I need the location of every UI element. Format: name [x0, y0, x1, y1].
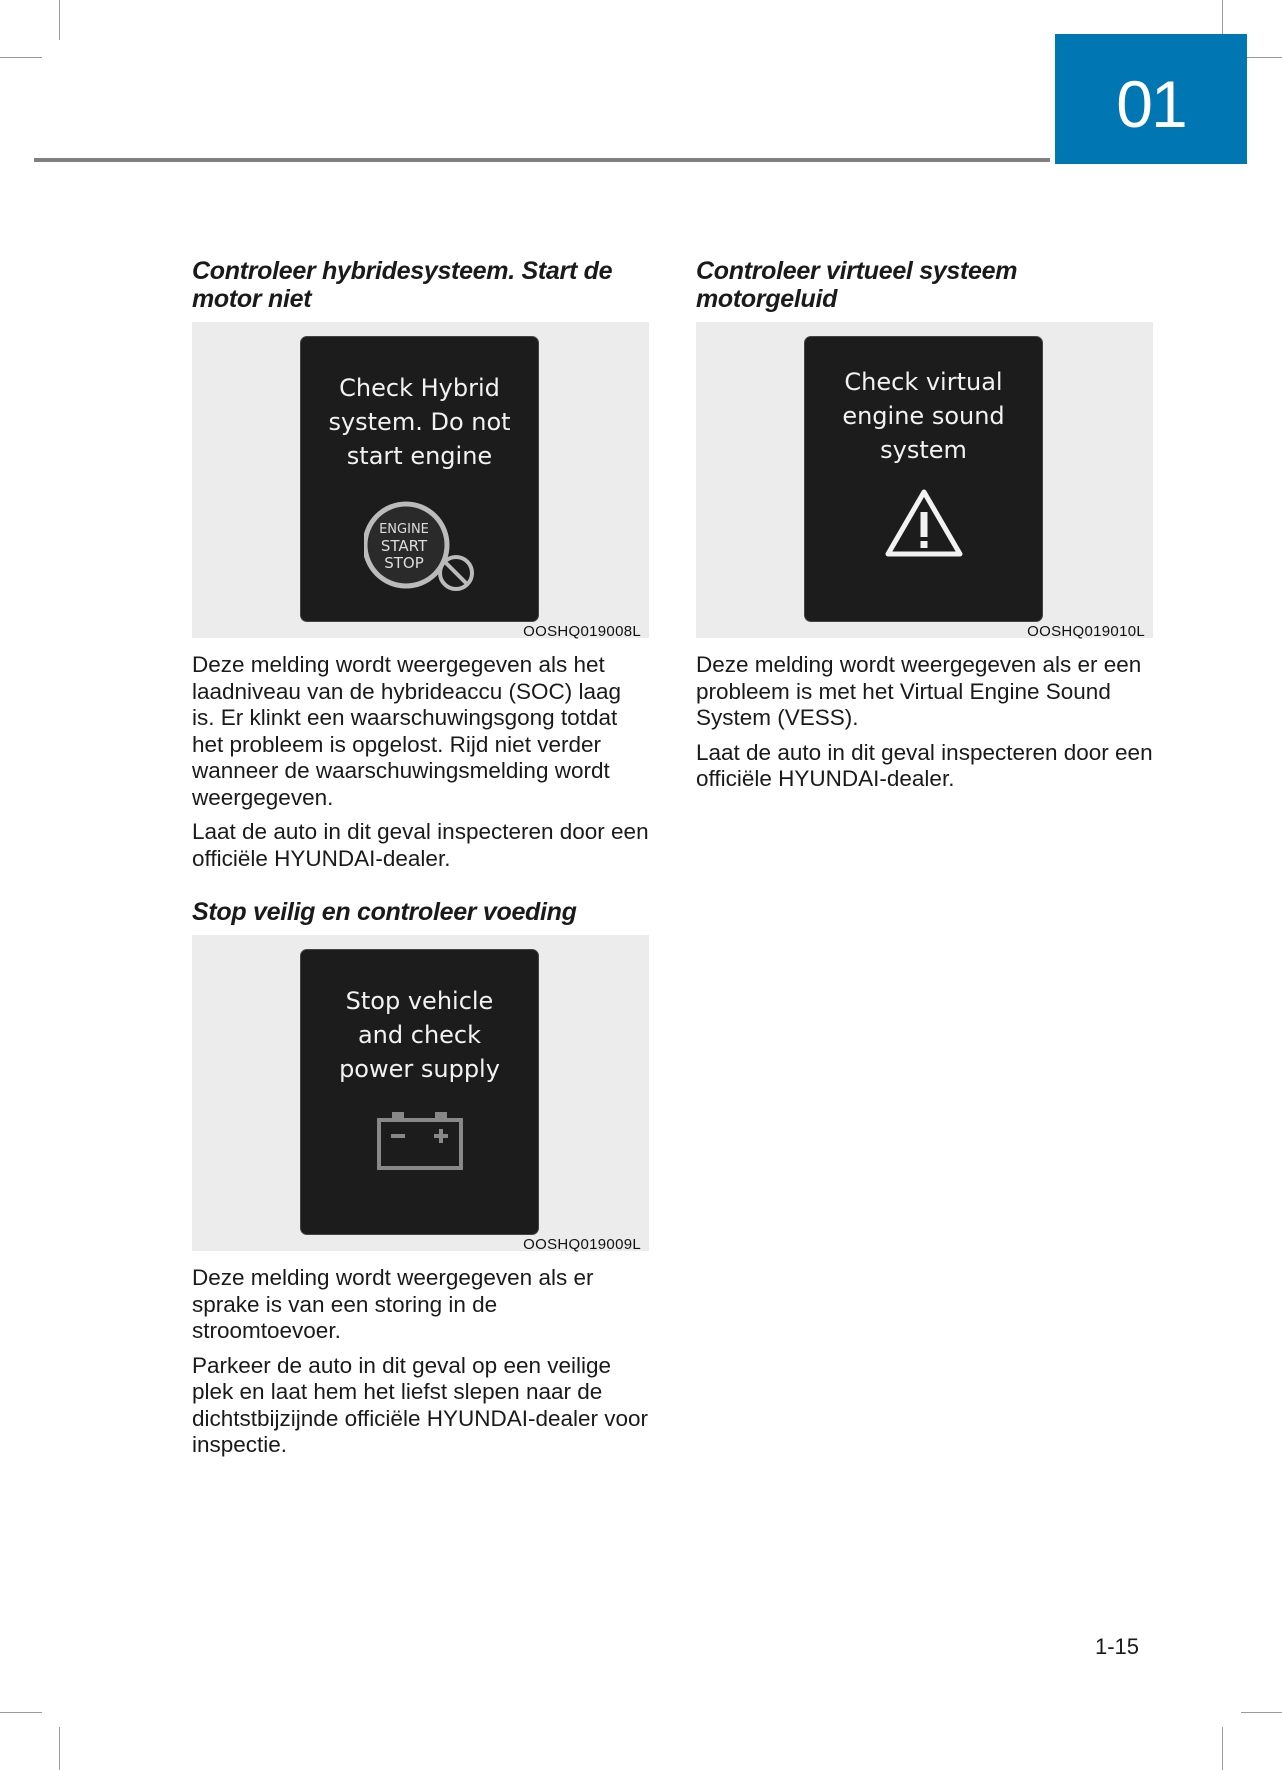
display-line: power supply: [339, 1055, 500, 1083]
display-line: Stop vehicle: [345, 987, 494, 1015]
display-line: engine sound: [842, 402, 1005, 430]
cluster-display: [804, 336, 1043, 622]
crop-mark: [1222, 1727, 1223, 1770]
display-line: Check Hybrid: [339, 374, 500, 402]
engine-start-stop-prohibited-icon: [364, 501, 476, 593]
section-vess-check: [696, 257, 1153, 793]
warning-triangle-icon: [884, 487, 964, 559]
section-heading: Controleer hybridesysteem. Start de motor niet: [192, 257, 613, 313]
section-hybrid-check: [192, 257, 649, 872]
chapter-tab: 01: [1055, 34, 1247, 164]
display-line: system. Do not: [328, 408, 511, 436]
figure: [192, 322, 649, 638]
crop-mark: [59, 1727, 60, 1770]
crop-mark: [0, 57, 42, 58]
display-line: start engine: [346, 442, 493, 470]
paragraph: Laat de auto in dit geval inspecteren door een officiële HYUNDAI-dealer.: [696, 739, 1153, 791]
display-line: system: [880, 436, 967, 464]
section-power-supply: [192, 898, 649, 1459]
figure: [696, 322, 1153, 638]
icon-text: STOP: [383, 554, 424, 572]
paragraph: Deze melding wordt weergegeven als het laadniveau van de hybrideaccu (SOC) laag is. Er klinkt een waarschuwingsgong totdat het probleem is opgelost. Rijd niet verder wanneer de waarschuwingsmelding wordt weergegeven.: [192, 652, 622, 810]
crop-mark: [59, 0, 60, 40]
cluster-display: [300, 336, 539, 622]
figure-code: OOSHQ019010L: [1027, 623, 1145, 640]
right-column: [696, 257, 1153, 793]
section-heading: Controleer virtueel systeem motorgeluid: [696, 257, 1018, 313]
display-line: and check: [357, 1021, 482, 1049]
figure-code: OOSHQ019009L: [523, 1236, 641, 1253]
icon-text: START: [380, 537, 427, 555]
display-line: Check virtual: [844, 368, 1003, 396]
battery-icon: [375, 1110, 465, 1172]
page-number: 1-15: [1095, 1634, 1140, 1659]
left-column: [192, 257, 649, 1459]
paragraph: Parkeer de auto in dit geval op een veilige plek en laat hem het liefst slepen naar de dichtstbijzijnde officiële HYUNDAI-dealer voor inspectie.: [192, 1352, 649, 1457]
crop-mark: [1241, 57, 1282, 58]
figure-code: OOSHQ019008L: [523, 623, 641, 640]
paragraph: Deze melding wordt weergegeven als er sprake is van een storing in de stroomtoevoer.: [192, 1265, 594, 1343]
crop-mark: [0, 1712, 42, 1713]
header-rule: [34, 158, 1050, 162]
crop-mark: [1241, 1712, 1282, 1713]
section-heading: Stop veilig en controleer voeding: [192, 898, 577, 926]
paragraph: Laat de auto in dit geval inspecteren door een officiële HYUNDAI-dealer.: [192, 819, 649, 871]
icon-text: ENGINE: [378, 522, 429, 537]
paragraph: Deze melding wordt weergegeven als er een probleem is met het Virtual Engine Sound System (VESS).: [696, 652, 1142, 730]
prohibited-icon: [440, 557, 472, 589]
cluster-display: [300, 949, 539, 1235]
figure: [192, 935, 649, 1251]
